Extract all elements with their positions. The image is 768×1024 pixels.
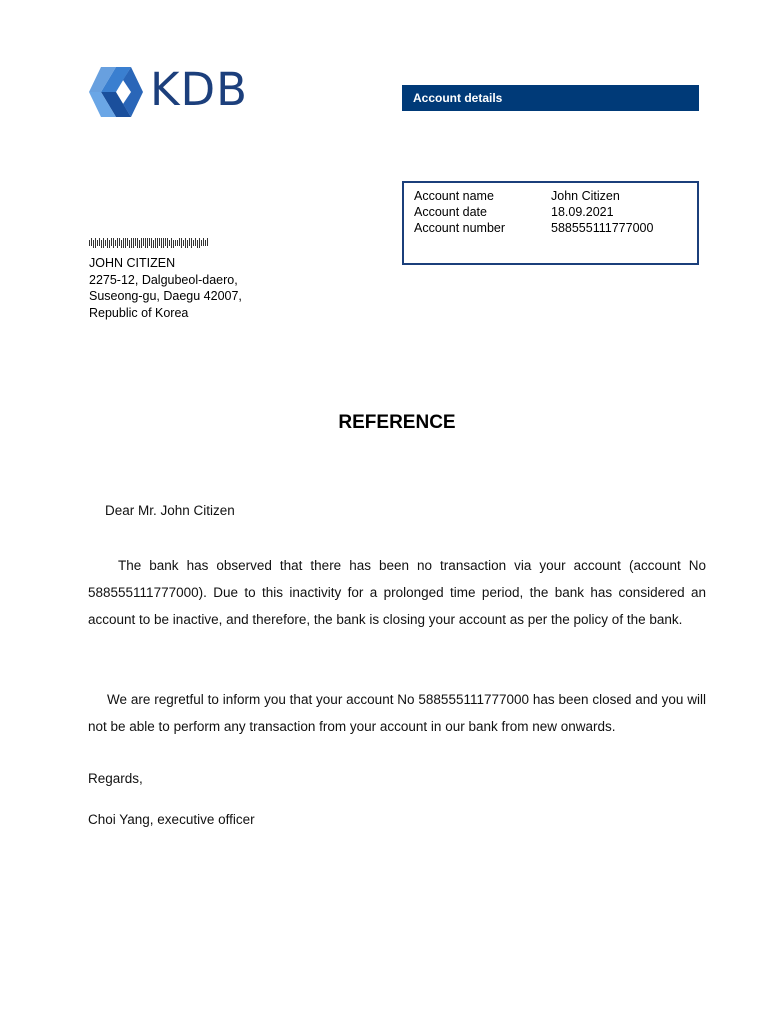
body-paragraph-2: We are regretful to inform you that your account No 588555111777000 has been closed and you will not be able to perform any transaction from your account in our bank from new onwards. — [88, 692, 706, 734]
account-number-label: Account number — [414, 221, 506, 235]
account-name-label: Account name — [414, 189, 494, 203]
body-paragraph-1: The bank has observed that there has been no transaction via your account (account No 588555111777000). Due to this inactivity for a prolonged time period, the bank has considered an account to be inactive, and therefore, the bank is closing your account as per the policy of the bank. — [88, 558, 706, 627]
account-details-header: Account details — [402, 85, 699, 111]
signature: Choi Yang, executive officer — [88, 812, 255, 827]
account-number-value: 588555111777000 — [551, 221, 654, 235]
recipient-name: JOHN CITIZEN — [89, 256, 176, 270]
closing: Regards, — [88, 771, 143, 786]
account-number-row — [414, 220, 653, 236]
kdb-logo-icon — [87, 65, 145, 119]
postal-barcode — [89, 236, 209, 254]
account-name-value: John Citizen — [551, 189, 620, 203]
address-line: 2275-12, Dalgubeol-daero, — [89, 272, 238, 287]
recipient-address — [89, 255, 242, 321]
account-name-row — [414, 188, 620, 204]
address-line: Republic of Korea — [89, 305, 189, 320]
account-info-box — [402, 181, 699, 265]
salutation: Dear Mr. John Citizen — [105, 503, 235, 518]
logo-wordmark: KDB — [150, 63, 249, 116]
letter-title: REFERENCE — [338, 412, 456, 433]
account-date-row — [414, 204, 614, 220]
bank-logo — [80, 60, 280, 122]
account-date-label: Account date — [414, 205, 487, 219]
account-date-value: 18.09.2021 — [551, 205, 614, 219]
address-line: Suseong-gu, Daegu 42007, — [89, 289, 242, 303]
